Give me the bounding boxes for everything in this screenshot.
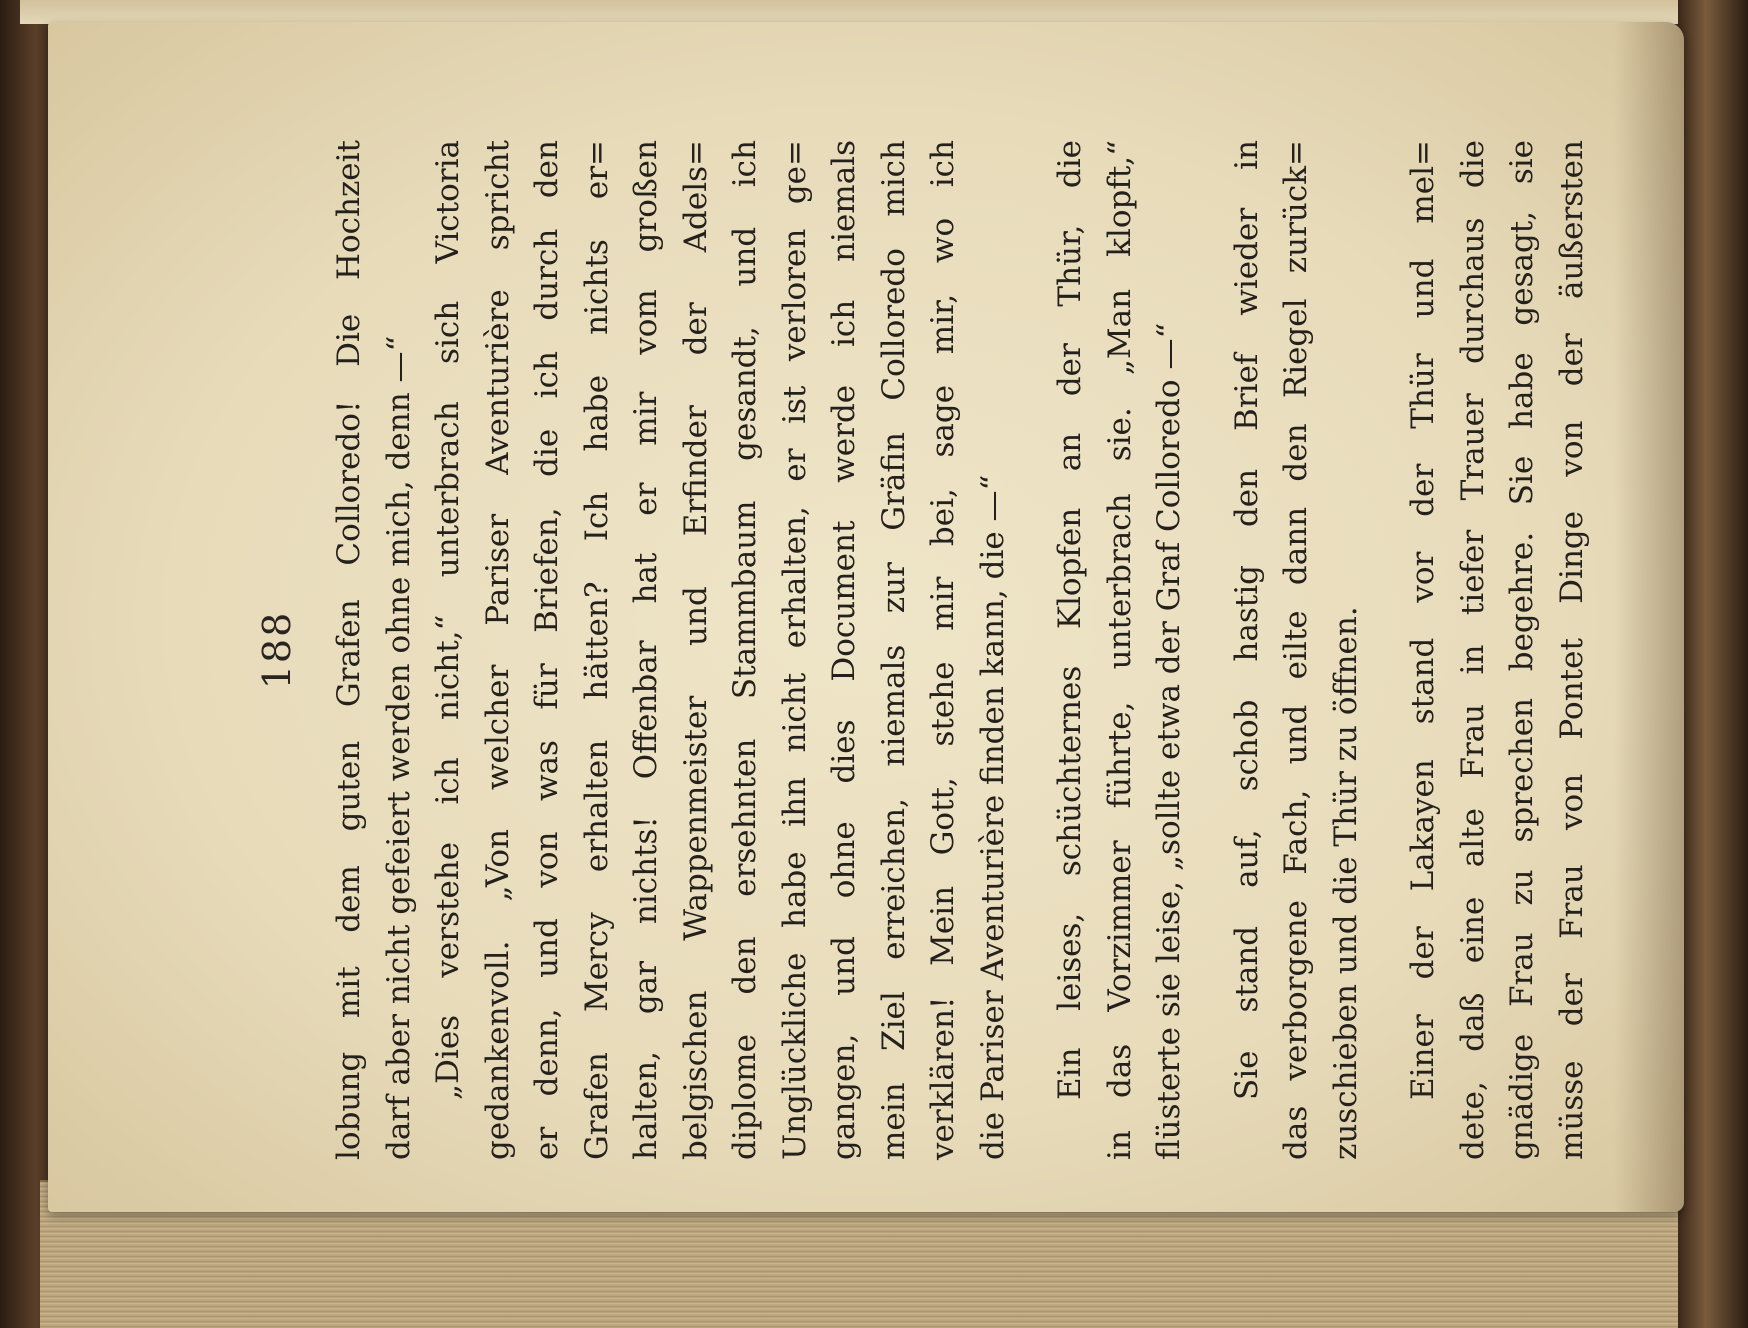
text-line: diplome den ersehnten Stammbaum gesandt, und ich: [727, 140, 763, 1160]
text-line: verklären! Mein Gott, stehe mir bei, sage mir, wo ich: [925, 140, 961, 1160]
text-line: er denn, und von was für Briefen, die ich durch den: [529, 140, 565, 1160]
text-line: die Pariser Aventurière finden kann, die —“: [974, 474, 1011, 1160]
rotated-page-content: [255, 140, 1590, 1160]
text-line: Einer der Lakayen stand vor der Thür und mel=: [1405, 140, 1441, 1100]
page-top-edge: [20, 0, 1700, 24]
text-line: zuschieben und die Thür zu öffnen.: [1327, 606, 1364, 1160]
text-line: lobung mit dem guten Grafen Colloredo! Die Hochzeit: [331, 140, 367, 1160]
text-line: Unglückliche habe ihn nicht erhalten, er ist verloren ge=: [776, 140, 813, 1160]
text-line: dete, daß eine alte Frau in tiefer Trauer durchaus die: [1454, 140, 1491, 1160]
text-line: „Dies verstehe ich nicht,“ unterbrach sich Victoria: [430, 140, 466, 1100]
text-line: Sie stand auf, schob hastig den Brief wieder in: [1228, 140, 1265, 1100]
text-line: in das Vorzimmer führte, unterbrach sie. „Man klopft,“: [1101, 140, 1138, 1160]
text-line: gnädige Frau zu sprechen begehre. Sie habe gesagt, sie: [1504, 140, 1540, 1160]
paragraph-gap: [1371, 140, 1399, 1160]
text-line: mein Ziel erreichen, niemals zur Gräfin Colloredo mich: [875, 140, 912, 1160]
text-line: belgischen Wappenmeister und Erfinder der Adels=: [677, 140, 714, 1160]
text-line: gedankenvoll. „Von welcher Pariser Aventurière spricht: [479, 140, 516, 1160]
text-line: das verborgene Fach, und eilte dann den Riegel zurück=: [1278, 140, 1314, 1160]
text-line: flüsterte sie leise, „sollte etwa der Graf Colloredo —“: [1151, 322, 1187, 1160]
text-line: halten, gar nichts! Offenbar hat er mir vom großen: [628, 140, 664, 1160]
text-line: Ein leises, schüchternes Klopfen an der Thür, die: [1052, 140, 1088, 1100]
page-gutter-shadow: [1614, 22, 1684, 1212]
text-line: müsse der Frau von Pontet Dinge von der äußersten: [1553, 140, 1590, 1160]
page-number: 188: [255, 610, 299, 690]
paragraph-gap: [1195, 140, 1223, 1160]
text-line: gangen, und ohne dies Document werde ich niemals: [826, 140, 862, 1160]
text-line: darf aber nicht gefeiert werden ohne mich, denn —“: [380, 335, 417, 1160]
book-spine: [1678, 0, 1748, 1328]
paragraph-gap: [1018, 140, 1046, 1160]
body-text: [325, 140, 1597, 1160]
text-line: Grafen Mercy erhalten hätten? Ich habe nichts er=: [578, 140, 615, 1160]
